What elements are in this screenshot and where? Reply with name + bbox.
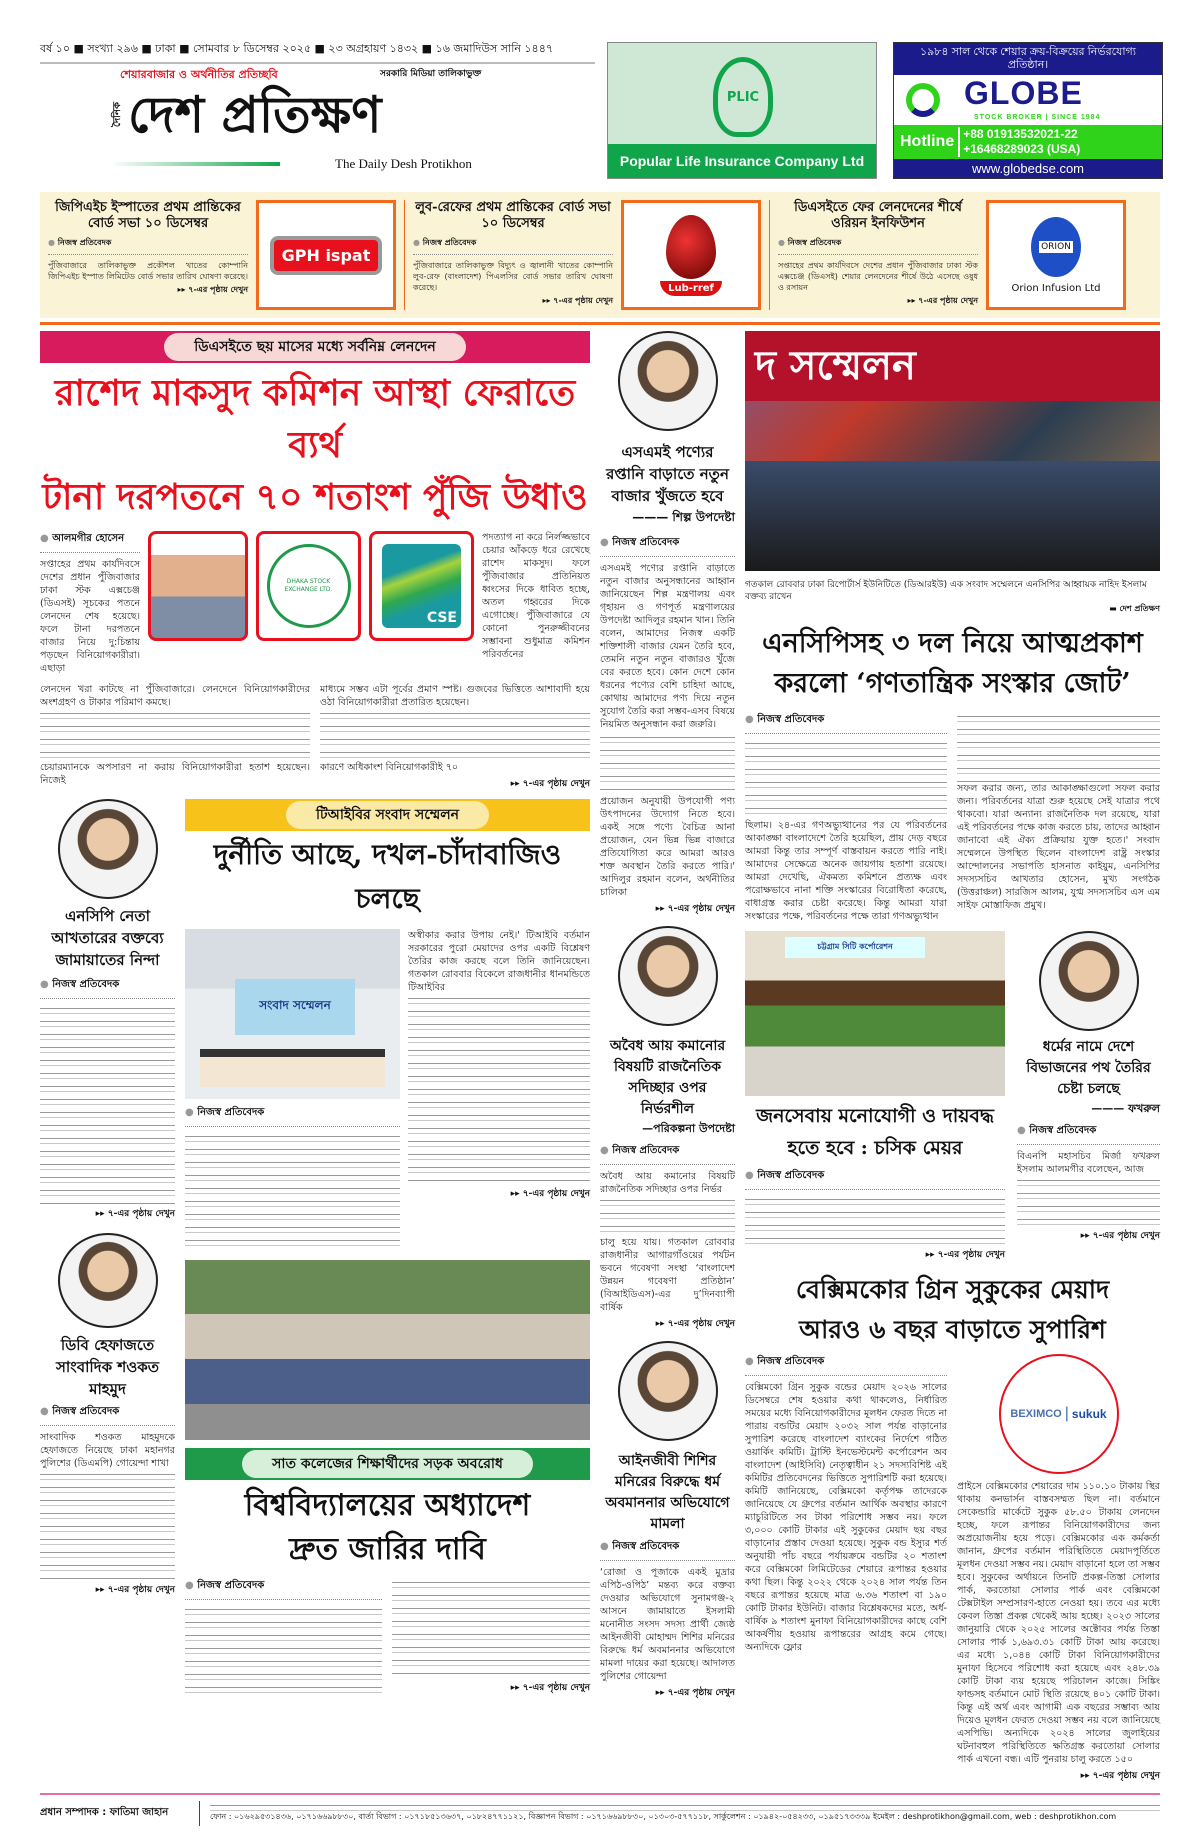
akhtar-story [40,905,175,1221]
teaser-gph[interactable] [48,200,248,297]
shawkat-story [40,1334,175,1597]
globe-phone-1: +88 01913532021-22 [963,127,1078,141]
masthead-prefix: দৈনিক [112,102,123,128]
planning-story [600,1036,735,1331]
tib-byline: ● নিজস্ব প্রতিবেদক [185,1105,400,1127]
planning-byline: ● নিজস্ব প্রতিবেদক [600,1143,735,1165]
teaser-title: লুব-রেফের প্রথম প্রান্তিকের বোর্ড সভা ১০ ডিসেম্বর [415,200,611,231]
oil-drop-icon [666,215,716,279]
akhtar-byline: ● নিজস্ব প্রতিবেদক [40,977,175,999]
lead-text: সপ্তাহের প্রথম কার্যদিবসে দেশের প্রধান পুঁজিবাজার ঢাকা স্টক এক্সচেঞ্জ (ডিএসই) সূচকের পতনে লেনদেন শেষ হয়েছে। ফলে টানা দরপতনে বাজার নিয়ে দু:চিন্তায় পড়ছেন বিনিয়োগকারীরা। এছাড়া [40,559,140,674]
ncp-text-right: সফল করার জন্য, তার আকাঙ্ক্ষাগুলো সফল করার জন্য। পরিবর্তনের যাত্রা শুরু হয়েছে সেই যাত্রার পথে থাকবো। যারা অন্যান্য রাজনৈতিক দল রয়েছে, যারা এই পরিবর্তনের পক্ষে কাজ করতে চায়, তাদের আহ্বান জানাবো এই ঐক্য প্রক্রিয়ায় যুক্ত হতে।' সংবাদ সম্মেলনে উপস্থিত ছিলেন বাংলাদেশ রাষ্ট্র সংস্কার আন্দোলনের সভাপতি হাসনাত কাইয়ুম, এনসিপির সদস্যসচিব আখতার হোসেন, মুখ্য সংগঠক (উত্তরাঞ্চল) সারজিস আলম, যুগ্ম সদস্যসচিব এস এম সাইফ মোস্তাফিজ প্রমুখ। [957,783,1160,911]
lead-headline-2[interactable]: টানা দরপতনে ৭০ শতাংশ পুঁজি উধাও [42,476,588,518]
lead-more-link[interactable]: ▸▸ ৭-এর পৃষ্ঠায় দেখুন [320,776,590,791]
shishir-text: ‘রোজা ও পূজাকে একই মুদ্রার এপিঠ-ওপিঠ’ মন্তব্য করে বক্তব্য দেওয়ার অভিযোগে সুনামগঞ্জ-২ আসনে জামায়াতে ইসলামী মনোনীত সংসদ সদস্য প্রার্থী জ্যেষ্ঠ আইনজীবী মোহাম্মদ শিশির মনিরের বিরুদ্ধে ধর্ম অবমাননার অভিযোগে মামলা দায়ের করা হয়েছে। আদালত পুলিশের গোয়েন্দা [600,1567,735,1682]
globe-brand: GLOBE [964,75,1083,111]
college-byline: ● নিজস্ব প্রতিবেদক [185,1578,382,1600]
dateline: বর্ষ ১০ ■ সংখ্যা ২৯৬ ■ ঢাকা ■ সোমবার ৮ ডিসেম্বর ২০২৫ ■ ২৩ অগ্রহায়ণ ১৪৩২ ■ ১৬ জমাদিউস সানি ১৪৪৭ [40,40,595,64]
ncp-headline-1[interactable]: এনসিপিসহ ৩ দল নিয়ে আত্মপ্রকাশ [762,628,1143,659]
shawkat-text: সাংবাদিক শওকত মাহমুদকে হেফাজতে নিয়েছে ঢাকা মহানগর পুলিশের (ডিএমপি) গোয়েন্দা শাখা [40,1432,175,1469]
mayor-headline-1[interactable]: জনসেবায় মনোযোগী ও দায়বদ্ধ [756,1105,994,1127]
sukuk-story [745,1270,1160,1783]
planning-headline[interactable]: অবৈধ আয় কমানোর বিষয়টি রাজনৈতিক সদিচ্ছার ওপর নির্ভরশীল [609,1038,726,1117]
college-headline-1[interactable]: বিশ্ববিদ্যালয়ের অধ্যাদেশ [244,1488,531,1523]
footer-editor: প্রধান সম্পাদক : ফাতিমা জাহান [40,1801,200,1826]
planning-text: অবৈধ আয় কমানোর বিষয়টি রাজনৈতিক সদিচ্ছার ওপর নির্ভর [600,1171,735,1195]
fakhrul-text: বিএনপি মহাসচিব মির্জা ফখরুল ইসলাম আলমগীর বলেছেন, আজ [1017,1151,1160,1175]
mayor-headline-2[interactable]: হতে হবে : চসিক মেয়র [787,1137,963,1159]
fakhrul-headline[interactable]: ধর্মের নামে দেশে বিভাজনের পথ তৈরির চেষ্টা চলছে [1026,1039,1151,1097]
tib-more-link[interactable]: ▸▸ ৭-এর পৃষ্ঠায় দেখুন [408,1186,590,1201]
teaser-title: জিপিএইচ ইস্পাতের প্রথম প্রান্তিকের বোর্ড সভা ১০ ডিসেম্বর [55,200,241,231]
sme-text-tail: প্রয়োজন অনুযায়ী উপযোগী পণ্য উৎপাদনের উদ্যোগ নিতে হবে। একই সঙ্গে পণ্যে বৈচিত্র আনা প্রয়োজন, যেন ভিন্ন ভিন্ন বাজারে প্রতিযোগিতা করে আমরা আরও শক্ত অবস্থান তৈরি করতে পারি।' আদিলুর রহমান বলেন, অর্থনীতির চালিকা [600,796,735,898]
lead-byline: ● আলমগীর হোসেন [40,531,140,553]
lead-headline-1[interactable]: রাশেদ মাকসুদ কমিশন আস্থা ফেরাতে ব্যর্থ [54,372,576,466]
teaser-lubref[interactable] [413,200,613,308]
teaser-more-link[interactable]: ▸▸ ৭-এর পৃষ্ঠায় দেখুন [413,295,613,308]
sukuk-headline-2[interactable]: আরও ৬ বছর বাড়াতে সুপারিশ [799,1315,1106,1344]
fakhrul-attribution: ——— ফখরুল [1091,1102,1160,1115]
tib-headline[interactable]: দুর্নীতি আছে, দখল-চাঁদাবাজিও চলছে [213,838,562,915]
college-headline-2[interactable]: দ্রুত জারির দাবি [289,1532,486,1567]
lead-last-line-left: চেয়ারম্যানকে অপসারণ না করায় বিনিয়োগকারীরা হতাশ হয়েছেন। নিজেই [40,762,310,786]
shawkat-byline: ● নিজস্ব প্রতিবেদক [40,1404,175,1426]
planning-text-tail: চালু হয়ে যায়। গতকাল রোববার রাজধানীর আগারগাঁওয়ের পর্যটন ভবনে গবেষণা সংস্থা ‘বাংলাদেশ উন্নয়ন গবেষণা প্রতিষ্ঠান’ (বিআইডিএস)-এর দু’দিনব্যাপী বার্ষিক [600,1237,735,1313]
sme-attribution: ——— শিল্প উপদেষ্টা [632,510,735,524]
teaser-byline: ● নিজস্ব প্রতিবেদক [48,237,248,255]
students-protest-photo [185,1260,590,1440]
shawkat-more-link[interactable]: ▸▸ ৭-এর পৃষ্ঠায় দেখুন [40,1582,175,1597]
shawkat-portrait [58,1233,158,1328]
globe-website[interactable]: www.globedse.com [972,161,1084,176]
mayor-more-link[interactable]: ▸▸ ৭-এর পৃষ্ঠায় দেখুন [745,1247,1005,1262]
gph-ispat-logo: GPH ispat [256,200,396,310]
lead-last-line-right: কারণে অধিকাংশ বিনিয়োগকারীই ৭০ [320,762,459,773]
sukuk-more-link[interactable]: ▸▸ ৭-এর পৃষ্ঠায় দেখুন [957,1768,1160,1783]
orion-logo: ORION Orion Infusion Ltd [986,200,1126,310]
mayor-byline: ● নিজস্ব প্রতিবেদক [745,1168,1005,1190]
lubref-logo: Lub-rref [621,200,761,310]
lead-text-bottom-left: লেনদেন খরা কাটছে না পুঁজিবাজারে। লেনদেনে বিনিয়োগকারীদের অংশগ্রহণ ও টাকার পরিমাণ কমছে। [40,684,310,708]
shishir-story [600,1451,735,1700]
ctg-city-corporation-photo: চট্টগ্রাম সিটি কর্পোরেশন [745,931,1005,1096]
akhtar-headline[interactable]: এনসিপি নেতা আখতারের বক্তব্যে জামায়াতের নিন্দা [51,907,164,969]
ncp-headline-2[interactable]: করলো ‘গণতান্ত্রিক সংস্কার জোট’ [774,668,1131,699]
sme-more-link[interactable]: ▸▸ ৭-এর পৃষ্ঠায় দেখুন [600,901,735,916]
sukuk-text-right: প্রাইসে বেক্সিমকোর শেয়ারের দাম ১১০.১০ টাকায় স্থির থাকায় কনভার্সন বাস্তবসম্মত ছিল না। বর্তমানে সেকেন্ডারি মার্কেটে সুকুক ৫৮.৫০ টাকায় লেনদেন হচ্ছে, ফলে রূপান্তর বিনিয়োগকারীদের জন্য অপ্রয়োজনীয় হয়ে পড়ে। বেক্সিমকোর এক কর্মকর্তা জানান, গ্রুপের বর্তমান পরিস্থিতিতে মেয়াদপূর্তিতে মূলধন দেওয়া সম্ভব নয়। মেয়াদ বাড়ানো হলে তা সম্ভব হবে। সুকুকের অর্থায়নে তিনটি প্রকল্প-তিস্তা সোলার পার্ক, করতোয়া সোলার পার্ক এবং বেক্সিমকো টেক্সটাইল সম্প্রসারণ-হাতে নেওয়া হয়। তবে এর মধ্যে কেবল তিস্তা প্রকল্প থেকেই আয় হচ্ছে। ২০২৩ সালের জানুয়ারি থেকে ২০২৫ সালের অক্টোবর পর্যন্ত তিস্তা সোলার পার্ক ১,৬৯৩.৩১ কোটি টাকা আয় করেছে। এর মধ্যে ১,০৪৪ কোটি টাকা বিনিয়োগকারীদের মুনাফা হিসেবে পরিশোধ করা হয়েছে এবং ২৪৮.৩৯ কোটি টাকা ব্যয় হয়েছে পরিচালন কাজে। সিঙ্কিং ফান্ডসহ বর্তমানে মোট স্থিতি রয়েছে ৪০১ কোটি টাকা। কিন্তু এই অর্থ এবং আগামী এক বছরের সম্ভাব্য আয় দিয়েও মূলধন ফেরত দেওয়া সম্ভব নয় বলে জানিয়েছে এসপিভি। অন্যদিকে ২০২৪ সালের জুলাইয়ের ঘটনাবহুল পরিস্থিতিতে ক্ষতিগ্রস্ত করতোয়া সোলার পার্ক এখনো বন্ধ। এটি পুনরায় চালু করতে ১৫০ [957,1481,1160,1765]
ad-popular-name: Popular Life Insurance Company Ltd [608,144,876,178]
shishir-monir-portrait [618,1341,718,1441]
teaser-orion[interactable] [778,200,978,308]
lead-text-right: পদত্যাগ না করে নির্লজ্জভাবে চেয়ার আঁকড়ে ধরে রেখেছে রাশেদ মাকসুদ। ফলে পুঁজিবাজার প্রতিনিয়ত ধ্বংসের দিকে ধাবিত হচ্ছে, অতল গহ্বরের দিকে এগোচ্ছে। পুঁজিবাজারে যে কোনো পুনরুজ্জীবনের সম্ভাবনা শুধুমাত্র কমিশন পরিবর্তনের [482,532,590,660]
globe-sub: STOCK BROKER | SINCE 1984 [974,114,1101,121]
sme-text: এসএমই পণ্যের রপ্তানি বাড়াতে নতুন বাজার অনুসন্ধানের আহ্বান জানিয়েছেন শিল্প মন্ত্রণালয় এবং গৃহায়ন ও গণপূর্ত মন্ত্রণালয়ের উপদেষ্টা আদিলুর রহমান খান। তিনি বলেন, আমাদের নিজস্ব একটি শক্তিশালী বাজার যেমন তৈরি হবে, তেমনি নতুন নতুন বাজারও খুঁজে বের করতে হবে। কোন দেশে কোন ধরনের পণ্যের বেশি চাহিদা আছে, কোথায় আমাদের পণ্য দিয়ে নতুন সুযোগ তৈরি করা সম্ভব-এসব বিষয়ে নিয়মিত অনুসন্ধান করা জরুরি। [600,563,735,730]
masthead-title: দেশ প্রতিক্ষণ [128,85,382,144]
rashed-maksud-photo [148,531,248,641]
tib-story [185,799,590,921]
teaser-strip [40,192,1160,318]
tib-kicker: টিআইবির সংবাদ সম্মেলন [286,801,489,829]
sme-story [600,441,735,916]
akhtar-more-link[interactable]: ▸▸ ৭-এর পৃষ্ঠায় দেখুন [40,1206,175,1221]
fakhrul-more-link[interactable]: ▸▸ ৭-এর পৃষ্ঠায় দেখুন [1017,1228,1160,1243]
lead-story [40,331,590,523]
teaser-more-link[interactable]: ▸▸ ৭-এর পৃষ্ঠায় দেখুন [48,284,248,297]
masthead-tagline: শেয়ারবাজার ও অর্থনীতির প্রতিচ্ছবি [120,68,278,81]
teaser-text: সপ্তাহের প্রথম কার্যদিবসে দেশের প্রধান পুঁজিবাজার ঢাকা স্টক এক্সচেঞ্জ (ডিএসই) শেয়ার লেনদেনের শীর্ষে উঠে এসেছে ওষুধ ও রসায়ন [778,261,978,293]
plic-logo-icon: PLIC [713,57,773,137]
teaser-more-link[interactable]: ▸▸ ৭-এর পৃষ্ঠায় দেখুন [778,295,978,308]
shawkat-headline[interactable]: ডিবি হেফাজতে সাংবাদিক শওকত মাহমুদ [56,1336,159,1398]
dse-logo: DHAKA STOCK EXCHANGE LTD. [256,531,361,641]
sukuk-text-left: বেক্সিমকো গ্রিন সুকুক বন্ডের মেয়াদ ২০২৬ সালের ডিসেম্বরে শেষ হওয়ার কথা থাকলেও, নির্ধারিত সময়ের মধ্যে বিনিয়োগকারীদের মূলধন ফেরত দিতে না পারায় বন্ডটির মেয়াদ ২০৩২ সাল পর্যন্ত বাড়ানোর সুপারিশ করেছে বাংলাদেশ ব্যাংকের নির্দেশে গঠিত ওয়ার্কিং কমিটি। ট্রাস্টি ইনভেস্টমেন্ট কর্পোরেশন অব বাংলাদেশ (আইসিবি) নেতৃত্বাধীন ২১ সদস্যবিশিষ্ট এই কমিটির প্রতিবেদনের ভিত্তিতে সুপারিশটি করা হয়েছে। কমিটি জানিয়েছে, বেক্সিমকো কর্তৃপক্ষ তাদেরকে জানিয়েছে যে গ্রুপের বর্তমান আর্থিক অবস্থার কারণে ম্যাচুরিটিতে সব টাকা পরিশোধ সম্ভব নয়। ফলে ৩,০০০ কোটি টাকার এই সুকুকের মেয়াদ ছয় বছর বাড়ানোর প্রস্তাব দেওয়া হয়েছে। সুকুক বন্ড ইস্যুর শর্ত অনুযায়ী পাঁচ বছরে পর্যায়ক্রমে বন্ডটির ২০ শতাংশ করে বেক্সিমকো লিমিটেডের শেয়ারে রূপান্তর হওয়ার কথা ছিল। কিন্তু ২০২২ থেকে ২০২৪ সাল পর্যন্ত তিন বছরে রূপান্তর হয়েছে মাত্র ৬.৩৬ শতাংশ বা ১৯০ কোটি টাকার ইউনিট। বাজার বিশ্লেষকদের মতে, অর্ধ-বার্ষিক ৯ শতাংশ মুনাফা বিনিয়োগকারীদের কাছে বেশি আকর্ষণীয় হওয়ায় রূপান্তরের আগ্রহ কমে গেছে। অন্যদিকে ফ্লোর [745,1382,947,1653]
footer-contact: ফোন : ০১৬২৯৫৩১৪৩৬, ০১৭১৬৬৯৮৮৩০, বার্তা বিভাগ : ০১৭১৮৫১৩৬৩৭, ০১৮২৪৭৭১১২১, বিজ্ঞাপন বিভাগ : ০১৭১৬৬৯৮৮৩০, ০১৩০৩-৫৭৭১১৮, সার্কুলেশন : ০১৯৪২-০৫৪২৩৩, ০১৯৫১৭৩৩৩৯ ইমেইল : deshprotikhon@gmail.com, web : deshprotikhon.com [210,1812,1117,1821]
fakhrul-story [1017,931,1160,1243]
ncp-press-conference-photo: দ সম্মেলন [745,331,1160,571]
tib-press-photo: সংবাদ সম্মেলন [185,929,400,1099]
sme-byline: ● নিজস্ব প্রতিবেদক [600,535,735,557]
sukuk-headline-1[interactable]: বেক্সিমকোর গ্রিন সুকুকের মেয়াদ [795,1275,1110,1304]
shishir-headline[interactable]: আইনজীবী শিশির মনিরের বিরুদ্ধে ধর্ম অবমাননার অভিযোগে মামলা [605,1453,730,1532]
photo-credit: ▬ দেশ প্রতিক্ষণ [1109,604,1160,613]
teaser-byline: ● নিজস্ব প্রতিবেদক [413,237,613,255]
sukuk-byline: ● নিজস্ব প্রতিবেদক [745,1354,947,1376]
teaser-title: ডিএসইতে ফের লেনদেনের শীর্ষে ওরিয়ন ইনফিউশন [794,200,962,231]
masthead-govt-listed: সরকারি মিডিয়া তালিকাভুক্ত [380,69,482,79]
ncp-text-left: ছিলাম। ২৪-এর গণঅভ্যুত্থানের পর যে পরিবর্তনের আকাঙ্ক্ষা বাংলাদেশে তৈরি হয়েছিল, প্রায় দেড় বছরে আমরা কিন্তু তার সম্পূর্ণ বাস্তবায়ন করতে পারি নাই। আমাদের সেক্ষেত্রে অনেক জায়গায় হতাশা রয়েছে। আমরা দেখেছি, ঐকমত্য কমিশনে প্রত্যক্ষ এবং পরোক্ষভাবে নানা শক্তি সংস্কারের বিরোধিতা করেছে, বাধাগ্রস্ত করার চেষ্টা করেছে। কিন্তু আমরা যারা সংস্কারের পক্ষে, পরিবর্তনের পক্ষে তারা গণঅভ্যুত্থান [745,820,947,922]
planning-more-link[interactable]: ▸▸ ৭-এর পৃষ্ঠায় দেখুন [600,1316,735,1331]
beximco-sukuk-logo: BEXIMCO | sukuk [999,1354,1119,1474]
sme-headline[interactable]: এসএমই পণ্যের রপ্তানি বাড়াতে নতুন বাজার খুঁজতে হবে [606,443,729,505]
akhtar-portrait [58,799,158,899]
lead-text-bottom-right: মাধ্যমে সম্ভব এটা পূর্বের প্রমাণ স্পষ্ট। গুজবের ভিত্তিতে আশাবাদী হয়ে ওঠা বিনিয়োগকারীরা প্রতারিত হয়েছেন। [320,684,590,708]
planning-attribution: —পরিকল্পনা উপদেষ্টা [642,1122,735,1135]
fakhrul-portrait [1039,931,1139,1031]
adilur-rahman-portrait [618,331,718,431]
globe-top-text: ১৯৮৪ সাল থেকে শেয়ার ক্রয়-বিক্রয়ের নির্ভরযোগ্য প্রতিষ্ঠান। [920,46,1136,71]
teaser-byline: ● নিজস্ব প্রতিবেদক [778,237,978,255]
shishir-more-link[interactable]: ▸▸ ৭-এর পৃষ্ঠায় দেখুন [600,1685,735,1700]
cse-logo: CSE [369,531,474,641]
college-story [185,1448,590,1695]
teaser-text: পুঁজিবাজারে তালিকাভুক্ত বিদ্যুৎ ও জ্বালানী খাতের কোম্পানি লুব-রেফ (বাংলাদেশ) পিএলসির বোর্ড সভার তারিখ ঘোষণা করেছে। [413,261,613,293]
ncp-byline: ● নিজস্ব প্রতিবেদক [745,712,947,734]
fakhrul-byline: ● নিজস্ব প্রতিবেদক [1017,1123,1160,1145]
masthead-english: The Daily Desh Protikhon [335,156,472,171]
lead-kicker: ডিএসইতে ছয় মাসের মধ্যে সর্বনিম্ন লেনদেন [164,333,465,361]
college-more-link[interactable]: ▸▸ ৭-এর পৃষ্ঠায় দেখুন [392,1680,590,1695]
planning-adviser-portrait [618,926,718,1026]
globe-hotline-label: Hotline [900,133,955,150]
ncp-photo-caption: গতকাল রোববার ঢাকা রিপোর্টার্স ইউনিটিতে (ডিআরইউ) এক সংবাদ সম্মেলনে এনসিপির আহ্বায়ক নাহিদ ইসলাম বক্তব্য রাখেন [745,580,1147,602]
teaser-text: পুঁজিবাজারে তালিকাভুক্ত প্রকৌশল খাতের কোম্পানি জিপিএইচ ইস্পাত লিমিটেড বোর্ড সভার তারিখ ঘোষণা করেছে। [48,261,248,282]
shishir-byline: ● নিজস্ব প্রতিবেদক [600,1539,735,1561]
globe-phone-2: +16468289023 (USA) [963,142,1081,156]
college-kicker: সাত কলেজের শিক্ষার্থীদের সড়ক অবরোধ [242,1450,533,1478]
lead-left-col [40,531,140,675]
tib-text: অস্বীকার করার উপায় নেই।' টিআইবি বর্তমান সরকারের পুরো মেয়াদের ওপর একটি বিশ্লেষণ তৈরির কাজ করছে বলে তিনি জানিয়েছেন। গতকাল রোববার বিকেলে রাজধানীর ধানমন্ডিতে টিআইবির [408,930,590,993]
